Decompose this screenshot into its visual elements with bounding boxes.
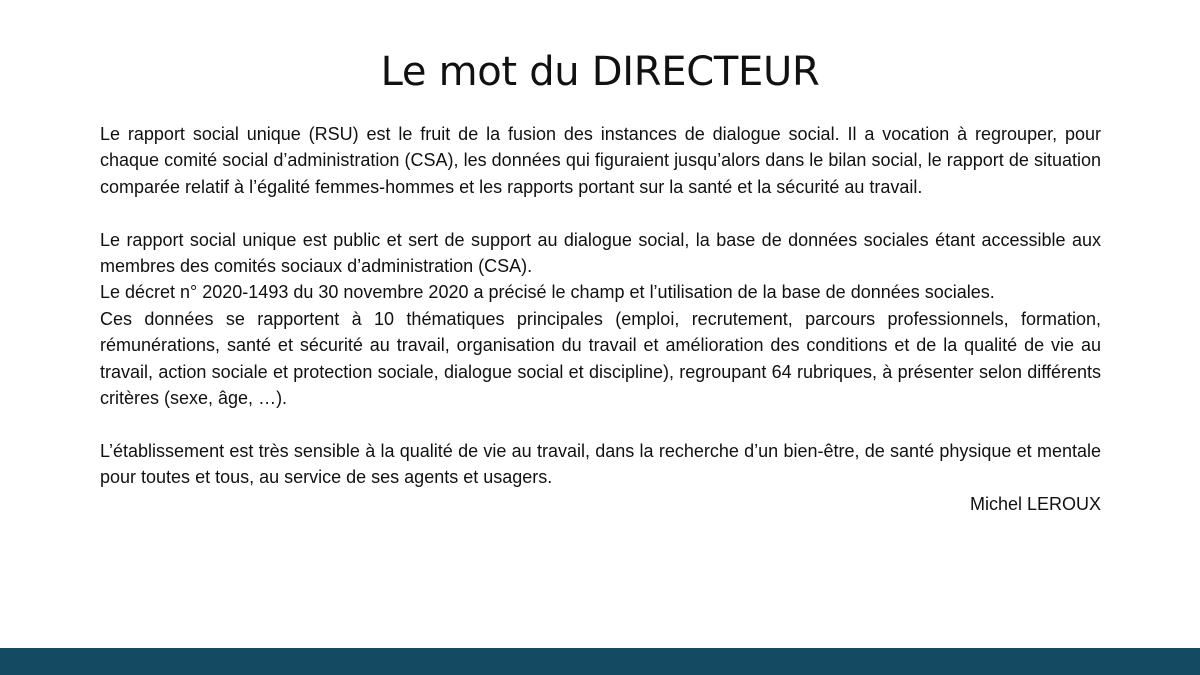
paragraph-thematiques: Ces données se rapportent à 10 thématiques principales (emploi, recrutement, parcours professionnels, formation, rémunérations, santé et sécurité au travail, organisation du travail et amélioration des conditions et de la qualité de vie au travail, action sociale et protection sociale, dialogue social et discipline), regroupant 64 rubriques, à présenter selon différents critères (sexe, âge, …). [100,308,1101,409]
paragraph-rsu-intro: Le rapport social unique (RSU) est le fruit de la fusion des instances de dialogue social. Il a vocation à regrouper, pour chaque comité social d’administration (CSA), les données qui figuraient jusqu’alors dans le bilan social, le rapport de situation comparée relatif à l’égalité femmes-hommes et les rapports portant sur la santé et la sécurité au travail. [100,124,1101,197]
page-title: Le mot du DIRECTEUR [380,49,820,95]
body-text [100,121,1101,517]
paragraph-spacer [100,411,1101,437]
footer-bar [0,648,1200,675]
paragraph-decret: Le décret n° 2020-1493 du 30 novembre 2020 a précisé le champ et l’utilisation de la base de données sociales. [100,282,995,303]
paragraph-rsu-public: Le rapport social unique est public et sert de support au dialogue social, la base de données sociales étant accessible aux membres des comités sociaux d’administration (CSA). [100,229,1101,277]
signature: Michel LEROUX [969,493,1101,514]
paragraph-etablissement: L’établissement est très sensible à la qualité de vie au travail, dans la recherche d’un bien-être, de santé physique et mentale pour toutes et tous, au service de ses agents et usagers. [100,440,1101,488]
paragraph-spacer [100,200,1101,226]
